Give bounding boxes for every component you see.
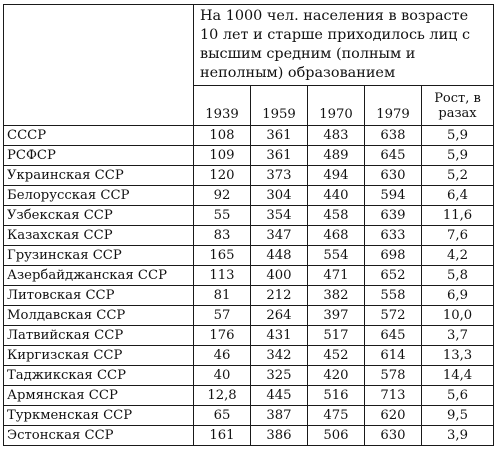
value-1939-cell: 108 <box>194 126 251 146</box>
region-name-cell: СССР <box>4 126 194 146</box>
region-name-cell: РСФСР <box>4 146 194 166</box>
region-name-cell: Киргизская ССР <box>4 346 194 366</box>
region-name-cell: Белорусская ССР <box>4 186 194 206</box>
value-1970-cell: 554 <box>308 246 365 266</box>
table-row <box>4 406 494 426</box>
table-row <box>4 286 494 306</box>
value-1959-cell: 400 <box>251 266 308 286</box>
region-name-cell: Грузинская ССР <box>4 246 194 266</box>
value-1959-cell: 212 <box>251 286 308 306</box>
region-name-cell: Азербайджанская ССР <box>4 266 194 286</box>
value-1959-cell: 264 <box>251 306 308 326</box>
column-header-1959: 1959 <box>251 86 308 126</box>
value-1979-cell: 630 <box>365 426 422 446</box>
value-1959-cell: 431 <box>251 326 308 346</box>
value-1979-cell: 652 <box>365 266 422 286</box>
region-name-cell: Туркменская ССР <box>4 406 194 426</box>
caption-row <box>4 5 494 86</box>
value-1970-cell: 516 <box>308 386 365 406</box>
value-1970-cell: 420 <box>308 366 365 386</box>
table-caption: На 1000 чел. населения в возрасте 10 лет и старше приходилось лиц с высшим средним (полным и неполным) образованием <box>194 5 494 86</box>
value-1959-cell: 373 <box>251 166 308 186</box>
value-1959-cell: 304 <box>251 186 308 206</box>
region-name-cell: Армянская ССР <box>4 386 194 406</box>
table-row <box>4 386 494 406</box>
value-1970-cell: 440 <box>308 186 365 206</box>
value-1939-cell: 113 <box>194 266 251 286</box>
value-1979-cell: 620 <box>365 406 422 426</box>
table-row <box>4 366 494 386</box>
value-1979-cell: 639 <box>365 206 422 226</box>
value-1939-cell: 161 <box>194 426 251 446</box>
value-1959-cell: 354 <box>251 206 308 226</box>
value-1979-cell: 698 <box>365 246 422 266</box>
value-1939-cell: 55 <box>194 206 251 226</box>
table-row <box>4 146 494 166</box>
value-1939-cell: 109 <box>194 146 251 166</box>
table-body <box>4 126 494 446</box>
value-1959-cell: 445 <box>251 386 308 406</box>
value-1939-cell: 46 <box>194 346 251 366</box>
value-1979-cell: 633 <box>365 226 422 246</box>
growth-cell: 10,0 <box>422 306 494 326</box>
growth-cell: 3,9 <box>422 426 494 446</box>
value-1979-cell: 572 <box>365 306 422 326</box>
blank-corner-cell <box>4 5 194 126</box>
value-1979-cell: 558 <box>365 286 422 306</box>
region-name-cell: Молдавская ССР <box>4 306 194 326</box>
value-1970-cell: 475 <box>308 406 365 426</box>
value-1939-cell: 65 <box>194 406 251 426</box>
region-name-cell: Таджикская ССР <box>4 366 194 386</box>
value-1979-cell: 645 <box>365 326 422 346</box>
region-name-cell: Казахская ССР <box>4 226 194 246</box>
value-1939-cell: 57 <box>194 306 251 326</box>
value-1979-cell: 614 <box>365 346 422 366</box>
value-1979-cell: 713 <box>365 386 422 406</box>
table-row <box>4 306 494 326</box>
value-1979-cell: 594 <box>365 186 422 206</box>
table-row <box>4 246 494 266</box>
value-1970-cell: 494 <box>308 166 365 186</box>
value-1959-cell: 361 <box>251 146 308 166</box>
value-1979-cell: 638 <box>365 126 422 146</box>
value-1959-cell: 448 <box>251 246 308 266</box>
value-1939-cell: 83 <box>194 226 251 246</box>
value-1959-cell: 387 <box>251 406 308 426</box>
growth-cell: 7,6 <box>422 226 494 246</box>
value-1939-cell: 40 <box>194 366 251 386</box>
education-table <box>3 4 494 446</box>
table-row <box>4 166 494 186</box>
value-1939-cell: 120 <box>194 166 251 186</box>
value-1979-cell: 578 <box>365 366 422 386</box>
value-1959-cell: 347 <box>251 226 308 246</box>
growth-cell: 13,3 <box>422 346 494 366</box>
growth-cell: 6,4 <box>422 186 494 206</box>
growth-cell: 3,7 <box>422 326 494 346</box>
value-1970-cell: 397 <box>308 306 365 326</box>
value-1939-cell: 176 <box>194 326 251 346</box>
growth-cell: 5,8 <box>422 266 494 286</box>
growth-cell: 5,6 <box>422 386 494 406</box>
column-header-growth: Рост, в разах <box>422 86 494 126</box>
value-1939-cell: 165 <box>194 246 251 266</box>
value-1970-cell: 517 <box>308 326 365 346</box>
table-row <box>4 226 494 246</box>
column-header-1979: 1979 <box>365 86 422 126</box>
table-row <box>4 206 494 226</box>
region-name-cell: Литовская ССР <box>4 286 194 306</box>
region-name-cell: Латвийская ССР <box>4 326 194 346</box>
value-1970-cell: 468 <box>308 226 365 246</box>
column-header-1939: 1939 <box>194 86 251 126</box>
region-name-cell: Эстонская ССР <box>4 426 194 446</box>
value-1970-cell: 458 <box>308 206 365 226</box>
growth-cell: 5,2 <box>422 166 494 186</box>
table-row <box>4 186 494 206</box>
column-header-1970: 1970 <box>308 86 365 126</box>
growth-cell: 5,9 <box>422 126 494 146</box>
table-row <box>4 266 494 286</box>
growth-cell: 5,9 <box>422 146 494 166</box>
region-name-cell: Украинская ССР <box>4 166 194 186</box>
value-1959-cell: 361 <box>251 126 308 146</box>
value-1979-cell: 645 <box>365 146 422 166</box>
table-row <box>4 346 494 366</box>
growth-cell: 11,6 <box>422 206 494 226</box>
value-1970-cell: 452 <box>308 346 365 366</box>
value-1959-cell: 386 <box>251 426 308 446</box>
growth-cell: 6,9 <box>422 286 494 306</box>
value-1959-cell: 342 <box>251 346 308 366</box>
table-row <box>4 126 494 146</box>
growth-cell: 4,2 <box>422 246 494 266</box>
value-1970-cell: 489 <box>308 146 365 166</box>
value-1970-cell: 506 <box>308 426 365 446</box>
value-1939-cell: 81 <box>194 286 251 306</box>
value-1970-cell: 382 <box>308 286 365 306</box>
value-1959-cell: 325 <box>251 366 308 386</box>
value-1979-cell: 630 <box>365 166 422 186</box>
value-1970-cell: 471 <box>308 266 365 286</box>
value-1970-cell: 483 <box>308 126 365 146</box>
table-row <box>4 326 494 346</box>
growth-cell: 9,5 <box>422 406 494 426</box>
value-1939-cell: 12,8 <box>194 386 251 406</box>
value-1939-cell: 92 <box>194 186 251 206</box>
growth-cell: 14,4 <box>422 366 494 386</box>
region-name-cell: Узбекская ССР <box>4 206 194 226</box>
table-row <box>4 426 494 446</box>
